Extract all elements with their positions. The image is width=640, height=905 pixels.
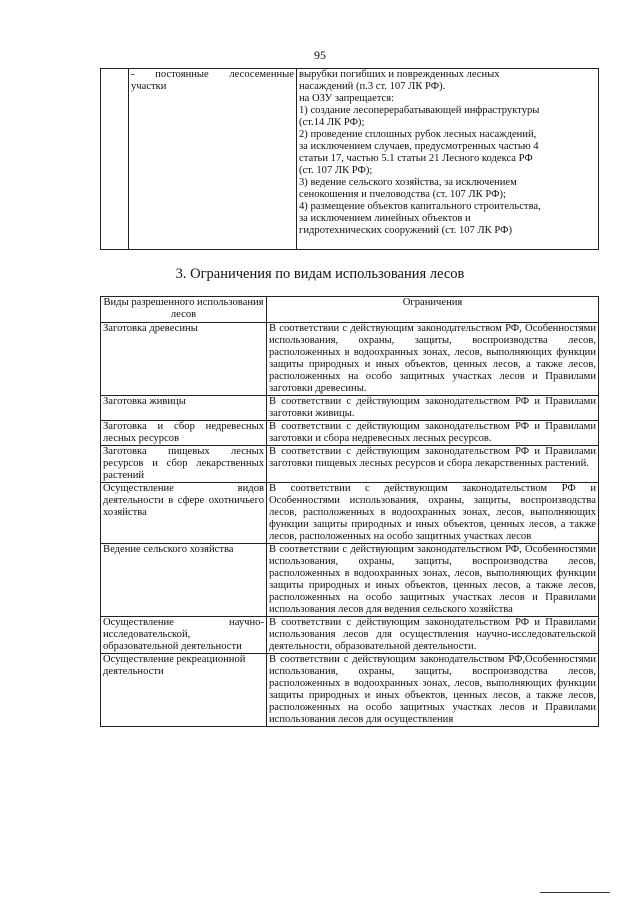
table-row [101, 323, 599, 396]
restriction-cell: В соответствии с действующим законодательством РФ и Правилами использования лесов для осуществления научно-исследовательской деятельности, образовательной деятельности. [267, 617, 599, 654]
text-line: 1) создание лесоперерабатывающей инфраструктуры [299, 105, 540, 116]
table-row [101, 69, 599, 250]
usage-kind-cell: Заготовка живицы [101, 396, 267, 421]
text-line: (ст.14 ЛК РФ); [299, 117, 365, 128]
table-header-row [101, 297, 599, 323]
usage-kind-cell: Ведение сельского хозяйства [101, 544, 267, 617]
text-line: 4) размещение объектов капитального строительства, [299, 201, 541, 212]
text-line: 3) ведение сельского хозяйства, за исключением [299, 177, 517, 188]
restriction-cell: В соответствии с действующим законодательством РФ, Особенностями использования, охраны, защиты, воспроизводства лесов, расположенных в водоохранных зонах, лесов, выполняющих функции защиты природных и иных объектов, ценных лесов, а также лесов, расположенных на особо защитных участках лесов и Правилами использования лесов для ведения сельского хозяйства [267, 544, 599, 617]
usage-kind-cell: Заготовка и сбор недревесных лесных ресурсов [101, 421, 267, 446]
text-line: насаждений (п.3 ст. 107 ЛК РФ). [299, 81, 446, 92]
usage-kind-cell: Заготовка древесины [101, 323, 267, 396]
signature-mark [540, 889, 610, 893]
text-line: статьи 17, частью 5.1 статьи 21 Лесного кодекса РФ [299, 153, 533, 164]
text-line: гидротехнических сооружений (ст. 107 ЛК РФ) [299, 225, 512, 236]
text-line: 2) проведение сплошных рубок лесных насаждений, [299, 129, 537, 140]
section-title: 3. Ограничения по видам использования лесов [175, 266, 465, 282]
text-line: сенокошения и пчеловодства (ст. 107 ЛК РФ); [299, 189, 506, 200]
usage-kind-cell: Осуществление рекреационной деятельности [101, 654, 267, 727]
restriction-cell: В соответствии с действующим законодательством РФ, Особенностями использования, охраны, защиты, воспроизводства лесов, расположенных в водоохранных зонах, лесов, выполняющих функции защиты природных и иных объектов, ценных лесов, а также лесов, расположенных на особо защитных участках лесов и Правилами заготовки древесины. [267, 323, 599, 396]
restriction-cell: В соответствии с действующим законодательством РФ и Правилами заготовки и сбора недревесных лесных ресурсов. [267, 421, 599, 446]
table-row [101, 446, 599, 483]
zone-type-cell: - постоянные лесосеменные участки [129, 69, 297, 250]
table-row [101, 483, 599, 544]
restrictions-table [100, 296, 599, 727]
column-header-restrictions: Ограничения [267, 297, 599, 323]
column-header-kind: Виды разрешенного использования лесов [101, 297, 267, 323]
table-row [101, 421, 599, 446]
usage-kind-cell: Заготовка пищевых лесных ресурсов и сбор лекарственных растений [101, 446, 267, 483]
text-line: вырубки погибших и поврежденных лесных [299, 69, 500, 80]
restriction-cell: В соответствии с действующим законодательством РФ и Правилами заготовки живицы. [267, 396, 599, 421]
table-row [101, 544, 599, 617]
restriction-cell: В соответствии с действующим законодательством РФ и Правилами заготовки пищевых лесных ресурсов и сбора лекарственных растений. [267, 446, 599, 483]
continued-table [100, 68, 599, 250]
text-line: за исключением линейных объектов и [299, 213, 471, 224]
text-line: (ст. 107 ЛК РФ); [299, 165, 373, 176]
usage-kind-cell: Осуществление видов деятельности в сфере охотничьего хозяйства [101, 483, 267, 544]
table-row [101, 617, 599, 654]
page-number: 95 [314, 48, 326, 62]
prohibitions-cell [297, 69, 599, 250]
restriction-cell: В соответствии с действующим законодательством РФ,Особенностями использования, охраны, защиты, воспроизводства лесов, расположенных в водоохранных зонах, лесов, выполняющих функции защиты природных и иных объектов, ценных лесов, а также лесов, расположенных на особо защитных участках лесов и Правилами использования лесов для осуществления [267, 654, 599, 727]
text-line: за исключением случаев, предусмотренных частью 4 [299, 141, 539, 152]
restriction-cell: В соответствии с действующим законодательством РФ и Особенностями использования, охраны, защиты, воспроизводства лесов, расположенных в водоохранных зонах, лесов, выполняющих функции защиты природных и иных объектов, ценных лесов, а также лесов, расположенных на особо защитных участках лесов [267, 483, 599, 544]
table-row [101, 396, 599, 421]
empty-cell [101, 69, 129, 250]
text-line: на ОЗУ запрещается: [299, 93, 395, 104]
usage-kind-cell: Осуществление научно-исследовательской, образовательной деятельности [101, 617, 267, 654]
table-row [101, 654, 599, 727]
